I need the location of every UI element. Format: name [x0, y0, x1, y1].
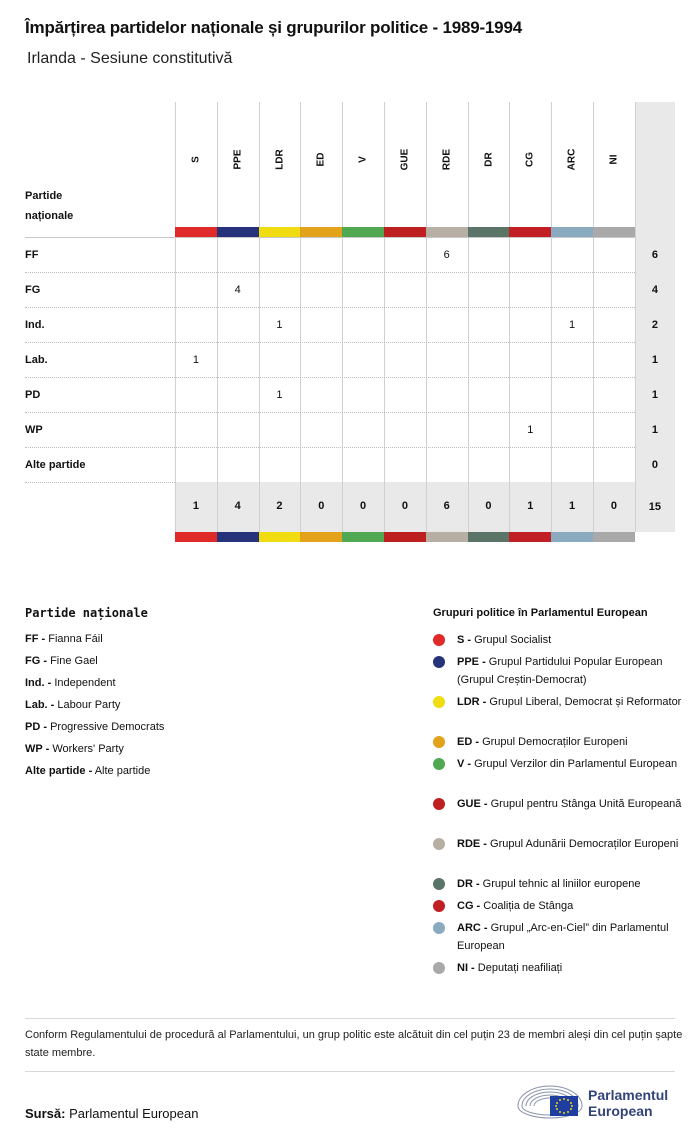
logo-line-2: European — [588, 1103, 653, 1119]
group-color-bar-bottom — [551, 532, 593, 542]
national-legend-name: Independent — [54, 677, 116, 689]
group-color-bar-top — [342, 227, 384, 237]
table-cell: 1 — [276, 319, 283, 331]
row-header-label: Partide naționale — [25, 190, 74, 222]
group-legend-name: Grupul „Arc-en-Ciel” din Parlamentul European — [457, 922, 669, 952]
row-label: WP — [25, 424, 43, 436]
column-total: 0 — [360, 500, 367, 512]
national-legend-item — [25, 655, 98, 667]
group-color-bar-bottom — [217, 532, 259, 542]
group-color-bar-bottom — [426, 532, 468, 542]
group-legend-code: CG - — [457, 900, 481, 912]
group-color-bar-bottom — [468, 532, 510, 542]
row-total: 4 — [651, 284, 658, 296]
group-color-bar-bottom — [300, 532, 342, 542]
column-separator — [300, 102, 301, 532]
group-legend-text — [457, 733, 683, 751]
seat-distribution-table — [25, 102, 675, 534]
column-separator — [342, 102, 343, 532]
table-cell: 1 — [276, 389, 283, 401]
row-label: PD — [25, 389, 41, 401]
group-legend-name: Grupul tehnic al liniilor europene — [482, 878, 641, 890]
group-color-bar-top — [426, 227, 468, 237]
row-total: 2 — [651, 319, 658, 331]
group-color-bar-bottom — [509, 532, 551, 542]
group-color-bar-top — [384, 227, 426, 237]
groups-legend-title: Grupuri politice în Parlamentul European — [433, 607, 648, 619]
column-total: 0 — [485, 500, 492, 512]
group-header-ppe: PPE — [232, 149, 244, 170]
table-cell: 1 — [569, 319, 576, 331]
column-total: 0 — [610, 500, 617, 512]
national-legend-code: PD - — [25, 721, 47, 733]
group-header-ni: NI — [608, 154, 620, 165]
row-divider — [25, 307, 635, 308]
table-cell: 1 — [527, 424, 534, 436]
legend-dot-icon — [433, 656, 445, 668]
group-legend-code: NI - — [457, 962, 475, 974]
column-total: 0 — [401, 500, 408, 512]
logo-line-1: Parlamentul — [588, 1087, 669, 1103]
group-legend-code: GUE - — [457, 798, 488, 810]
group-header-dr: DR — [483, 152, 494, 167]
national-legend-item — [25, 765, 150, 777]
group-color-bar-top — [300, 227, 342, 237]
group-legend-code: ED - — [457, 736, 479, 748]
group-color-bar-top — [551, 227, 593, 237]
group-legend-name: Grupul pentru Stânga Unită Europeană — [490, 798, 682, 810]
group-header-gue: GUE — [399, 148, 411, 171]
group-header-s: S — [190, 156, 202, 163]
row-label: Ind. — [25, 319, 45, 331]
legend-dot-icon — [433, 798, 445, 810]
row-total: 6 — [651, 249, 658, 261]
column-separator — [551, 102, 552, 532]
divider-bottom — [25, 1071, 675, 1072]
group-legend-code: PPE - — [457, 656, 486, 668]
row-divider — [25, 412, 635, 413]
legend-dot-icon — [433, 736, 445, 748]
legend-dot-icon — [433, 878, 445, 890]
group-color-bar-top — [468, 227, 510, 237]
column-total: 4 — [234, 500, 241, 512]
group-legend-text — [457, 897, 683, 915]
row-divider — [25, 272, 635, 273]
group-legend-text — [457, 755, 683, 773]
national-legend-item — [25, 721, 164, 733]
row-divider — [25, 447, 635, 448]
column-separator — [593, 102, 594, 532]
column-total: 1 — [527, 500, 534, 512]
national-legend-name: Fine Gael — [50, 655, 98, 667]
national-legend-code: WP - — [25, 743, 50, 755]
group-legend-text — [457, 653, 683, 689]
column-separator — [384, 102, 385, 532]
national-legend-code: Ind. - — [25, 677, 52, 689]
column-total: 2 — [276, 500, 283, 512]
row-label: Alte partide — [25, 459, 86, 471]
column-separator — [259, 102, 260, 532]
footnote: Conform Regulamentului de procedură al Parlamentului, un grup politic este alcătuit din cel puțin 23 de membri aleși din cel puțin șapte state membre. — [25, 1029, 683, 1059]
row-divider — [25, 482, 175, 483]
row-divider — [25, 342, 635, 343]
legend-dot-icon — [433, 696, 445, 708]
source-line — [25, 1106, 198, 1121]
group-color-bar-bottom — [259, 532, 301, 542]
row-total: 1 — [651, 424, 658, 436]
national-legend-name: Fianna Fáil — [48, 633, 103, 645]
column-total: 1 — [192, 500, 199, 512]
source-value: Parlamentul European — [69, 1106, 199, 1121]
national-legend-name: Workers' Party — [52, 743, 124, 755]
group-color-bar-top — [593, 227, 635, 237]
logo-text — [588, 1087, 668, 1119]
legend-dot-icon — [433, 900, 445, 912]
national-legend-code: Alte partide - — [25, 765, 93, 777]
national-legend-item — [25, 743, 124, 755]
group-legend-name: Grupul Verzilor din Parlamentul European — [474, 758, 678, 770]
group-legend-name: Grupul Socialist — [474, 634, 552, 646]
group-header-arc: ARC — [566, 148, 578, 171]
divider-top — [25, 1018, 675, 1019]
row-total: 0 — [651, 459, 658, 471]
column-separator — [468, 102, 469, 532]
group-legend-code: RDE - — [457, 838, 487, 850]
column-separator — [426, 102, 427, 532]
header-line — [25, 237, 635, 238]
group-header-ed: ED — [315, 152, 327, 167]
group-legend-text — [457, 875, 683, 893]
table-cell: 1 — [192, 354, 199, 366]
group-color-bar-top — [509, 227, 551, 237]
row-total: 1 — [651, 389, 658, 401]
legend-dot-icon — [433, 922, 445, 934]
column-total: 0 — [318, 500, 325, 512]
national-legend-name: Labour Party — [57, 699, 121, 711]
national-legend-code: Lab. - — [25, 699, 55, 711]
group-legend-name: Grupul Democraților Europeni — [482, 736, 628, 748]
group-header-v: V — [357, 156, 369, 163]
group-legend-code: V - — [457, 758, 472, 770]
page-title: Împărțirea partidelor naționale și grupurilor politice - 1989-1994 — [25, 18, 522, 37]
row-total: 1 — [651, 354, 658, 366]
group-legend-text — [457, 795, 683, 813]
source-label: Sursă: — [25, 1106, 66, 1121]
grand-total: 15 — [648, 501, 662, 513]
group-legend-text — [457, 693, 683, 711]
table-cell: 6 — [443, 249, 450, 261]
group-legend-text — [457, 835, 683, 853]
group-header-rde: RDE — [441, 148, 453, 171]
group-legend-name: Grupul Liberal, Democrat și Reformator — [489, 696, 682, 708]
row-divider — [25, 377, 635, 378]
group-legend-code: ARC - — [457, 922, 488, 934]
legend-dot-icon — [433, 962, 445, 974]
group-header-cg: CG — [524, 152, 536, 167]
group-color-bar-top — [175, 227, 217, 237]
national-legend-name: Progressive Democrats — [50, 721, 165, 733]
legend-dot-icon — [433, 838, 445, 850]
row-label: FG — [25, 284, 41, 296]
national-legend-item — [25, 633, 103, 645]
national-legend-title: Partide naționale — [25, 606, 148, 620]
column-separator — [509, 102, 510, 532]
group-legend-name: Grupul Partidului Popular European (Grupul Creștin-Democrat) — [457, 656, 663, 686]
group-color-bar-bottom — [175, 532, 217, 542]
column-separator — [175, 102, 176, 532]
column-total: 1 — [569, 500, 576, 512]
legend-dot-icon — [433, 634, 445, 646]
group-legend-code: LDR - — [457, 696, 487, 708]
group-legend-name: Deputați neafiliați — [477, 962, 563, 974]
group-color-bar-bottom — [384, 532, 426, 542]
national-legend-name: Alte partide — [94, 765, 151, 777]
legend-dot-icon — [433, 758, 445, 770]
group-color-bar-top — [259, 227, 301, 237]
group-legend-text — [457, 919, 683, 955]
national-legend-item — [25, 677, 116, 689]
group-legend-name: Grupul Adunării Democraților Europeni — [490, 838, 679, 850]
group-color-bar-bottom — [593, 532, 635, 542]
page-subtitle: Irlanda - Sesiune constitutivă — [27, 50, 233, 67]
national-legend-item — [25, 699, 120, 711]
national-legend-code: FG - — [25, 655, 47, 667]
row-label: FF — [25, 249, 39, 261]
group-legend-code: S - — [457, 634, 472, 646]
row-label: Lab. — [25, 354, 48, 366]
column-separator — [217, 102, 218, 532]
group-header-ldr: LDR — [274, 149, 285, 170]
group-legend-name: Coaliția de Stânga — [483, 900, 574, 912]
column-total: 6 — [443, 500, 450, 512]
group-color-bar-bottom — [342, 532, 384, 542]
group-legend-code: DR - — [457, 878, 480, 890]
group-legend-text — [457, 631, 683, 649]
group-legend-text — [457, 959, 683, 977]
group-color-bar-top — [217, 227, 259, 237]
national-legend-code: FF - — [25, 633, 46, 645]
table-cell: 4 — [234, 284, 241, 296]
